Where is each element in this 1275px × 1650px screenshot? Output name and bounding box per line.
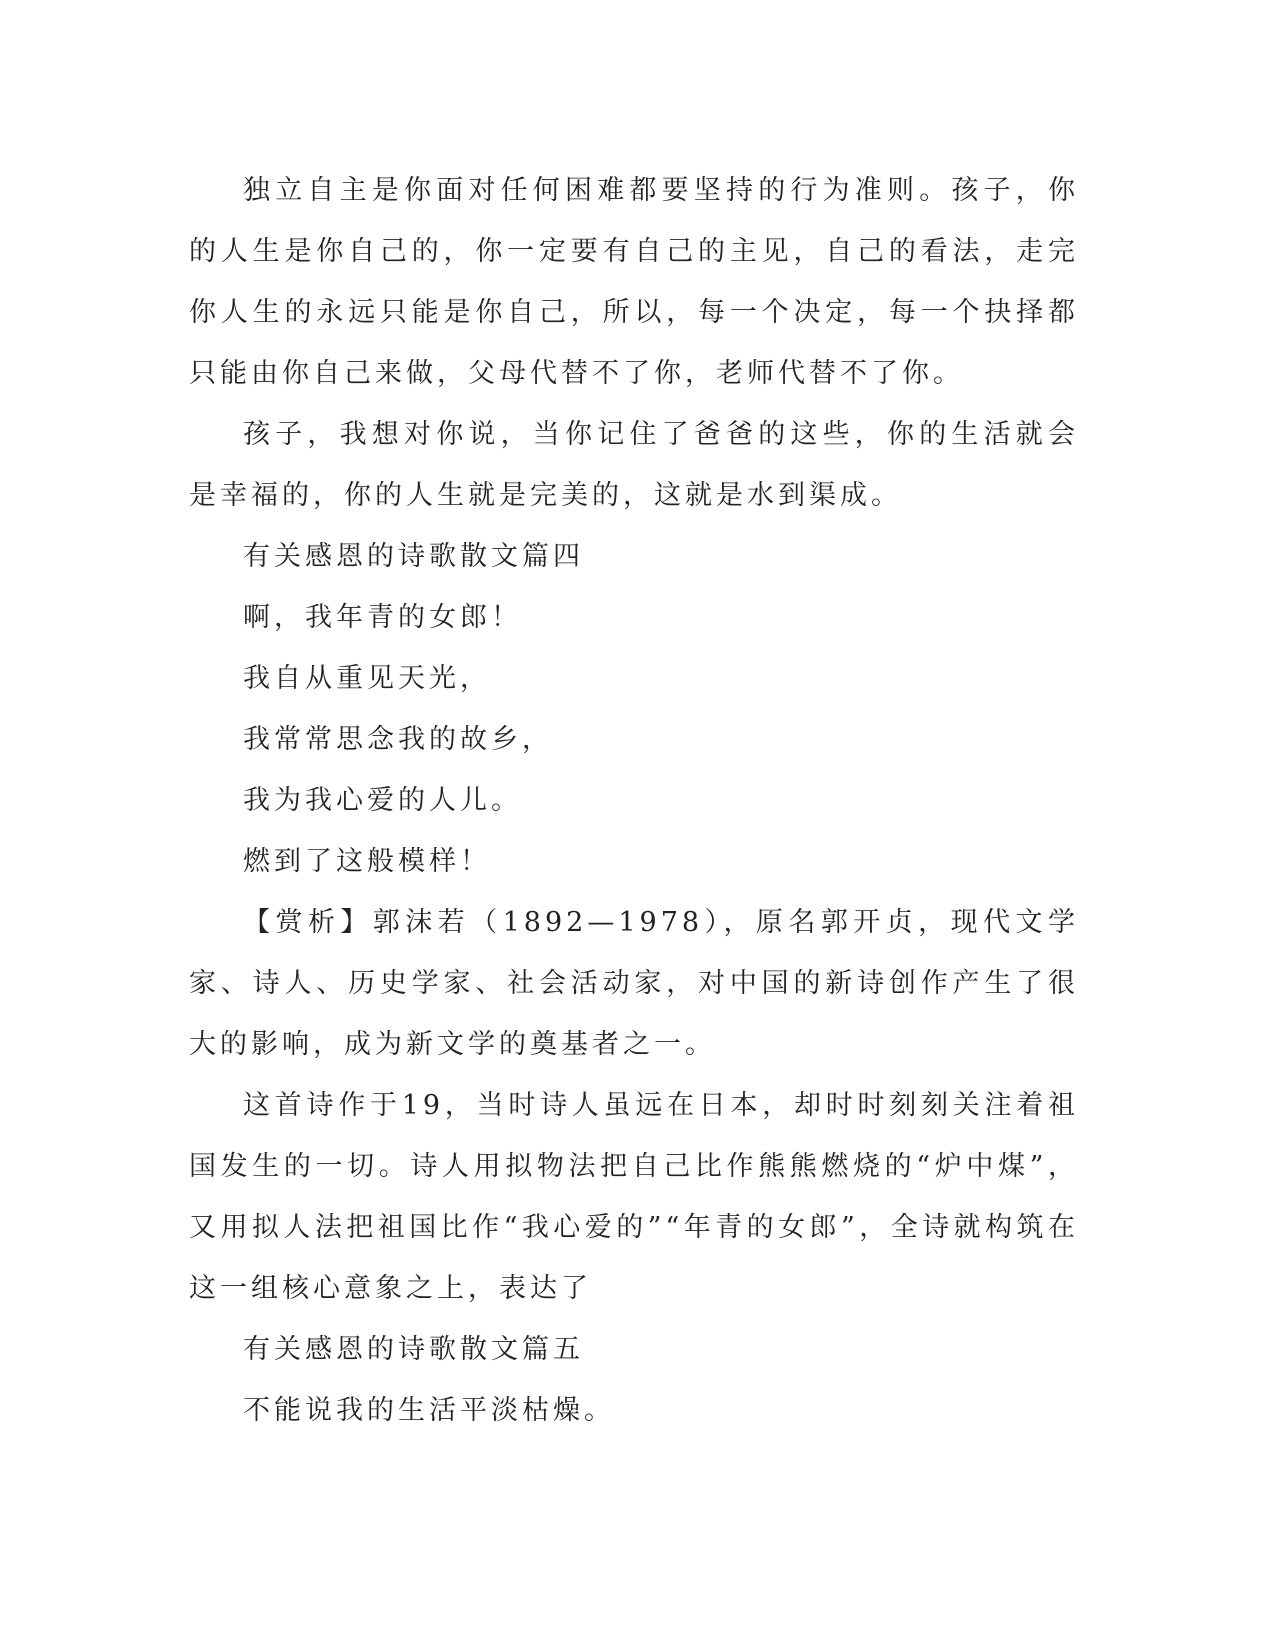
paragraph-happiness: 孩子，我想对你说，当你记住了爸爸的这些，你的生活就会是幸福的，你的人生就是完美的，这就是水到渠成。	[189, 419, 1079, 511]
poem-line: 燃到了这般模样！	[243, 846, 491, 877]
paragraph-appreciation: 【赏析】郭沫若（1892—1978），原名郭开贞，现代文学家、诗人、历史学家、社会活动家，对中国的新诗创作产生了很大的影响，成为新文学的奠基者之一。	[189, 907, 1079, 1060]
section-heading-5: 有关感恩的诗歌散文篇五	[243, 1334, 584, 1365]
section-heading-4: 有关感恩的诗歌散文篇四	[243, 541, 584, 572]
poem-line: 我自从重见天光，	[243, 663, 491, 694]
poem-line: 啊，我年青的女郎！	[243, 602, 522, 633]
document-body	[189, 160, 1079, 1441]
poem-line: 不能说我的生活平淡枯燥。	[243, 1395, 615, 1426]
poem-line: 我为我心爱的人儿。	[243, 785, 522, 816]
paragraph-poem-analysis: 这首诗作于19，当时诗人虽远在日本，却时时刻刻关注着祖国发生的一切。诗人用拟物法把自己比作熊熊燃烧的“炉中煤”，又用拟人法把祖国比作“我心爱的”“年青的女郎”，全诗就构筑在这一组核心意象之上，表达了	[189, 1090, 1079, 1304]
paragraph-independence: 独立自主是你面对任何困难都要坚持的行为准则。孩子，你的人生是你自己的，你一定要有自己的主见，自己的看法，走完你人生的永远只能是你自己，所以，每一个决定，每一个抉择都只能由你自己来做，父母代替不了你，老师代替不了你。	[189, 175, 1079, 389]
poem-line: 我常常思念我的故乡，	[243, 724, 553, 755]
